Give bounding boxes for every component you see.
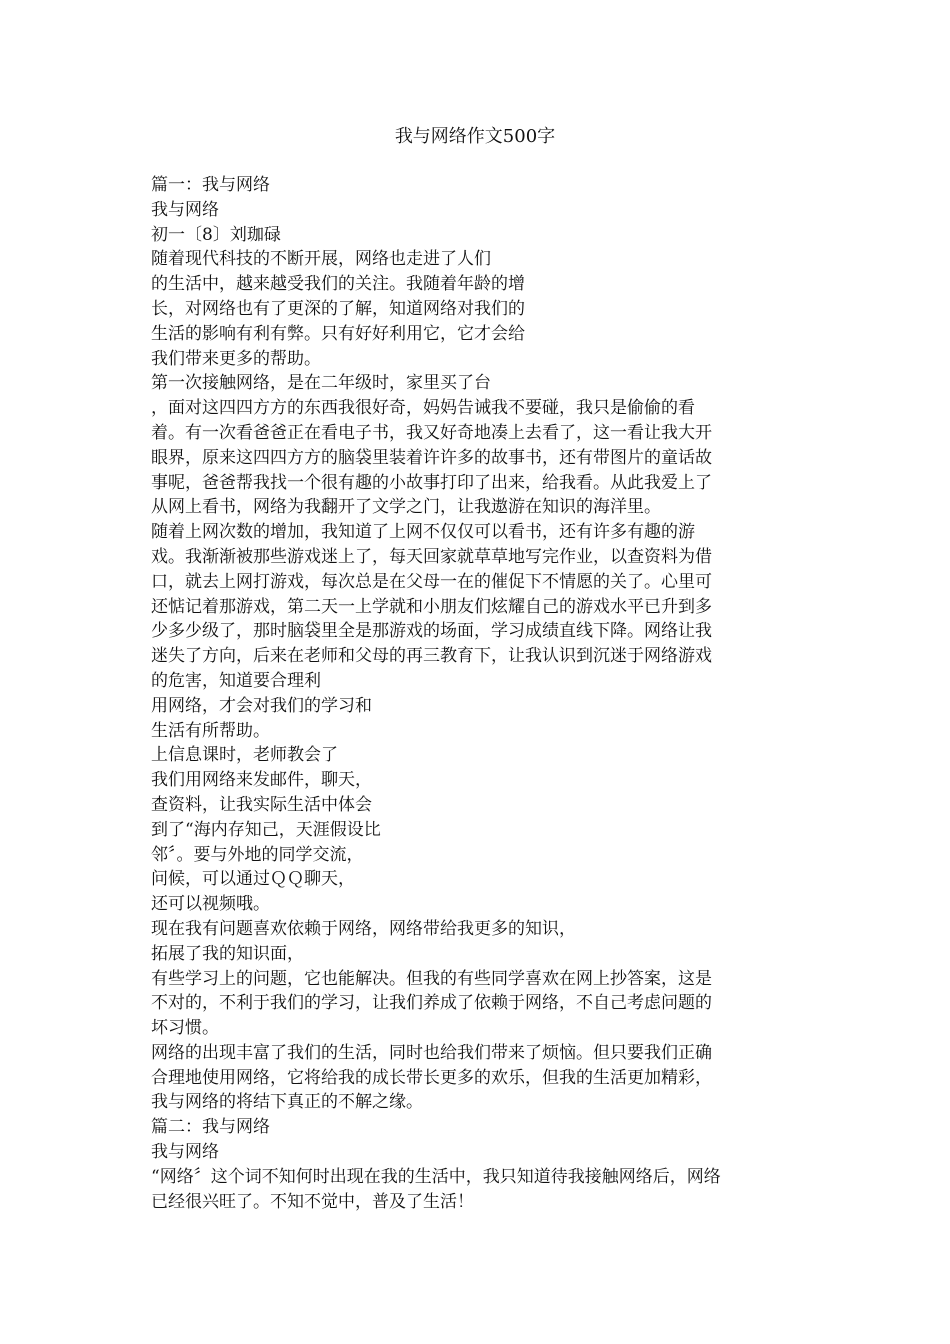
text-line: 还可以视频哦。 [151, 894, 270, 915]
text-line: 上信息课时，老师教会了 [151, 745, 338, 766]
text-line: 用网络，才会对我们的学习和 [151, 695, 372, 716]
text-line: 我与网络的将结下真正的不解之缘。 [151, 1092, 423, 1113]
text-line: 事呢，爸爸帮我找一个很有趣的小故事打印了出来，给我看。从此我爱上了 [151, 472, 712, 493]
text-line: 口，就去上网打游戏，每次总是在父母一在的催促下不情愿的关了。心里可 [151, 571, 712, 592]
text-line: 坏习惯。 [151, 1018, 219, 1039]
text-line: 从网上看书，网络为我翻开了文学之门，让我遨游在知识的海洋里。 [151, 497, 661, 518]
text-line: 我们用网络来发邮件，聊天， [151, 770, 372, 791]
text-line: 长，对网络也有了更深的了解，知道网络对我们的 [151, 298, 525, 319]
text-line: 已经很兴旺了。不知不觉中，普及了生活！ [151, 1191, 474, 1212]
text-line: 生活有所帮助。 [151, 720, 270, 741]
text-line: 随着上网次数的增加，我知道了上网不仅仅可以看书，还有许多有趣的游 [151, 522, 695, 543]
text-line: 现在我有问题喜欢依赖于网络，网络带给我更多的知识， [151, 918, 576, 939]
text-line: 篇一：我与网络 [151, 175, 270, 195]
text-line: 第一次接触网络，是在二年级时，家里买了台 [151, 373, 491, 394]
text-line: “网络〞这个词不知何时出现在我的生活中，我只知道待我接触网络后，网络 [151, 1166, 721, 1187]
text-line: 的危害，知道要合理利 [151, 670, 321, 691]
text-line: 眼界，原来这四四方方的脑袋里装着许许多的故事书，还有带图片的童话故 [151, 447, 712, 468]
document-body [151, 173, 806, 1214]
text-line: 我与网络 [151, 199, 219, 220]
text-line: 生活的影响有利有弊。只有好好利用它，它才会给 [151, 323, 525, 344]
text-line: 初一〔8〕刘珈碌 [151, 224, 281, 245]
text-line: 拓展了我的知识面， [151, 943, 304, 964]
text-line: 戏。我渐渐被那些游戏迷上了，每天回家就草草地写完作业，以查资料为借 [151, 546, 712, 567]
text-line: 查资料，让我实际生活中体会 [151, 794, 372, 815]
text-line: 还惦记着那游戏，第二天一上学就和小朋友们炫耀自己的游戏水平已升到多 [151, 596, 712, 617]
text-line: 少多少级了，那时脑袋里全是那游戏的场面，学习成绩直线下降。网络让我 [151, 621, 712, 642]
text-line: 随着现代科技的不断开展，网络也走进了人们 [151, 249, 491, 270]
text-line: 问候，可以通过ＱＱ聊天， [151, 869, 355, 890]
text-line: 到了“海内存知己，天涯假设比 [151, 819, 381, 840]
text-line: ，面对这四四方方的东西我很好奇，妈妈告诫我不要碰，我只是偷偷的看 [151, 398, 695, 419]
text-line: 我与网络 [151, 1142, 219, 1163]
text-line: 有些学习上的问题，它也能解决。但我的有些同学喜欢在网上抄答案，这是 [151, 968, 712, 989]
text-line: 网络的出现丰富了我们的生活，同时也给我们带来了烦恼。但只要我们正确 [151, 1042, 712, 1063]
text-line: 篇二：我与网络 [151, 1117, 270, 1138]
document-title: 我与网络作文500字 [394, 126, 556, 147]
text-line: 不对的，不利于我们的学习，让我们养成了依赖于网络，不自己考虑问题的 [151, 993, 712, 1014]
text-line: 着。有一次看爸爸正在看电子书，我又好奇地凑上去看了，这一看让我大开 [151, 422, 712, 443]
text-line: 迷失了方向，后来在老师和父母的再三教育下，让我认识到沉迷于网络游戏 [151, 646, 712, 667]
text-line: 的生活中，越来越受我们的关注。我随着年龄的增 [151, 274, 525, 295]
text-line: 我们带来更多的帮助。 [151, 348, 321, 369]
text-line: 邻〞。要与外地的同学交流， [151, 844, 364, 865]
text-line: 合理地使用网络，它将给我的成长带长更多的欢乐，但我的生活更加精彩， [151, 1067, 712, 1088]
